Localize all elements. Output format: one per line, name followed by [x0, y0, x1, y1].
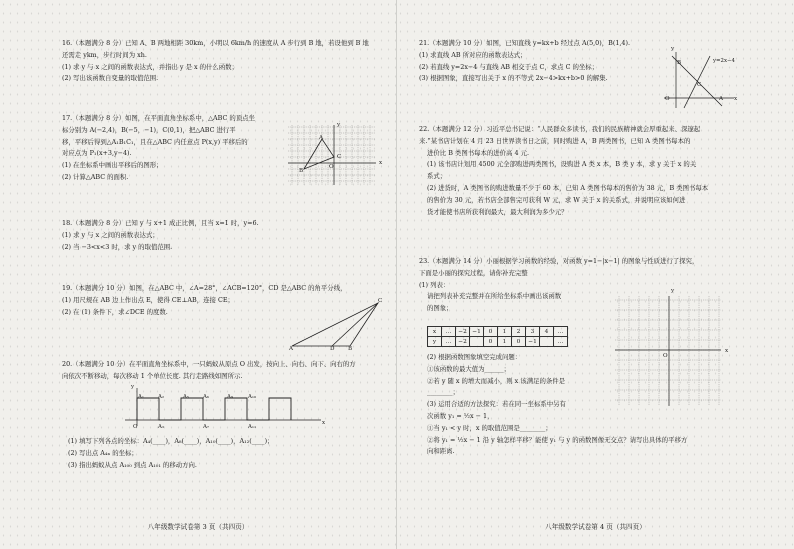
fig19-label-D: D [330, 346, 335, 352]
fig20-label-A3: A₃ [158, 424, 165, 430]
q23-line: (3) 运用合适的方法探究：若在同一坐标系中另有 [427, 400, 566, 409]
question-20-parts [68, 436, 273, 471]
q23-line: 次函数 y₁ = ½x − 1， [427, 411, 494, 420]
q16-line: (1) 求 y 与 x 之间的函数表达式，并指出 y 是 x 的什么函数； [62, 62, 238, 71]
table-cell: 2 [512, 327, 526, 337]
question-20-intro [62, 359, 356, 383]
value-table [427, 326, 568, 347]
table-cell: −2 [456, 327, 470, 337]
table-cell: 0 [484, 337, 498, 347]
page-footer: 八年级数学试卷第 3 页（共四页） [147, 523, 249, 531]
table-cell: … [554, 327, 568, 337]
table-cell: 1 [498, 337, 512, 347]
table-row [428, 327, 568, 337]
fig17-label-y: y [337, 122, 341, 128]
table-cell: 3 [526, 327, 540, 337]
q22-line: 货才能使书店所获利润最大，最大利润为多少元？ [427, 207, 568, 216]
fig17-label-B: B [299, 168, 304, 174]
fig20-label-A10: A₁₀ [248, 394, 257, 400]
q16-line: (2) 写出该函数自变量的取值范围. [62, 74, 159, 83]
fig23-label-y: y [671, 288, 675, 294]
fig20-label-y: y [131, 384, 135, 390]
figure-19-triangle [290, 300, 382, 350]
q17-line: (1) 在坐标系中画出平移后的图形； [62, 161, 163, 170]
fig17-label-C: C [337, 154, 342, 160]
table-cell: … [554, 337, 568, 347]
question-23-parts [427, 352, 687, 458]
q18-line: (1) 求 y 与 x 之间的函数表达式； [62, 230, 159, 239]
question-18 [62, 218, 259, 253]
figure-20-ant-path [125, 388, 325, 428]
table-cell: −1 [526, 337, 540, 347]
q22-line: 的售价为 30 元，若书店全部售完可获利 W 元，求 W 关于 x 的关系式，并说明应该如何进 [427, 195, 686, 204]
question-22 [419, 124, 708, 218]
q23-line: ①当 y₁ < y 时，x 的取值范围是________； [427, 423, 552, 432]
table-cell: −1 [470, 327, 484, 337]
q23-line: 请把列表补充完整并在所给坐标系中画出该函数 [427, 292, 562, 301]
q22-line: 进价比 B 类图书每本的进价高 4 元. [427, 148, 529, 157]
q16-line: 还需走 ykm，步行时间为 xh. [62, 50, 147, 59]
fig19-label-A: A [289, 346, 294, 352]
fig20-label-A1: A₁ [138, 394, 145, 400]
q18-line: 18.（本题满分 8 分）已知 y 与 x+1 成正比例，且当 x=1 时，y=6. [62, 219, 259, 227]
table-cell: −2 [456, 337, 470, 347]
q21-line: (2) 若直线 y=2x−4 与直线 AB 相交于点 C，求点 C 的坐标； [419, 62, 599, 71]
table-cell [470, 337, 484, 347]
q18-line: (2) 当 −3<x<3 时，求 y 的取值范围. [62, 242, 173, 251]
table-cell [540, 337, 554, 347]
q20-line: (1) 填写下列各点的坐标：A₄(____)，A₈(____)，A₁₀(____)，A₁₂(____)； [68, 437, 274, 445]
question-16 [62, 38, 369, 85]
q23-line: ②若 y 随 x 的增大而减小，则 x 该满足的条件是 [427, 376, 566, 385]
fig19-label-B: B [348, 346, 353, 352]
q21-line: (1) 求直线 AB 所对应的函数表达式； [419, 50, 527, 59]
fig21-label-x: x [734, 96, 738, 102]
fig20-label-A2: A₂ [158, 394, 165, 400]
fig21-line-label: y=2x−4 [713, 58, 735, 64]
q23-line: ________； [427, 388, 459, 397]
q23-line: 下面是小丽的探究过程，请你补充完整 [419, 268, 528, 277]
fig21-label-y: y [671, 46, 675, 52]
q19-line: 19.（本题满分 10 分）如图，在△ABC 中，∠A=28°，∠ACB=120°，CD 是△ABC 的角平分线， [62, 284, 347, 292]
question-17 [62, 113, 255, 184]
q17-line: 17.（本题满分 8 分）如图，在平面直角坐标系中，△ABC 的顶点坐 [62, 114, 255, 122]
page-footer: 八年级数学试卷第 4 页（共四页） [545, 523, 646, 531]
fig20-label-x: x [322, 420, 326, 426]
fig17-label-x: x [379, 160, 383, 166]
fig23-label-O: O [663, 353, 668, 359]
q21-line: (3) 根据图象，直接写出关于 x 的不等式 2x−4>kx+b>0 的解集. [419, 74, 608, 83]
fig21-label-B: B [677, 60, 682, 66]
q20-line: (2) 写出点 A₄ₙ 的坐标； [68, 448, 138, 457]
fig21-label-C: C [697, 82, 702, 88]
fig17-label-O: O [329, 164, 334, 170]
q17-line: (2) 计算△ABC 的面积. [62, 172, 129, 181]
table-cell: 0 [484, 327, 498, 337]
q23-line: 的图象； [427, 304, 453, 313]
fig23-label-x: x [725, 348, 729, 354]
fig20-label-A7: A₇ [203, 424, 210, 430]
fig20-label-A6: A₆ [203, 394, 210, 400]
table-cell: 0 [512, 337, 526, 347]
table-cell: y [428, 337, 442, 347]
q23-line: 23.（本题满分 14 分）小丽根据学习函数的经验，对函数 y=1−|x−1| 的图象与性质进行了探究， [419, 257, 699, 265]
q17-line: 对应点为 P₁(x+3,y−4). [62, 149, 132, 158]
q16-line: 16.（本题满分 8 分）已知 A、B 两地相距 30km，小明以 6km/h 的速度从 A 步行到 B 地，若设他到 B 地 [62, 39, 369, 47]
q22-line: (2) 进货时，A 类图书的购进数量不少于 60 本，已知 A 类图书每本的售价为 38 元，B 类图书每本 [427, 183, 709, 192]
fig21-label-O: O [665, 96, 670, 102]
q20-line: 20.（本题满分 10 分）在平面直角坐标系中，一只蚂蚁从原点 O 出发，按向上、向右、向下、向右的方 [62, 360, 356, 368]
q22-line: 22.（本题满分 12 分）习近平总书记说：“人民群众多读书，我们的民族精神就会厚重起来、深邃起 [419, 125, 701, 133]
table-row [428, 337, 568, 347]
q20-line: (3) 指出蚂蚁从点 A₁₀₀ 到点 A₁₀₁ 的移动方向. [68, 460, 197, 469]
q19-line: (2) 在 (1) 条件下，求∠DCE 的度数. [62, 307, 168, 316]
table-cell: 1 [498, 327, 512, 337]
table-cell: x [428, 327, 442, 337]
fig17-label-A: A [319, 135, 324, 141]
q23-line: ②将 y₁ = ½x − 1 沿 y 轴怎样平移？能使 y₁ 与 y 的函数图像无交点？请写出具体的平移方 [427, 435, 688, 444]
fig19-label-C: C [378, 298, 383, 304]
q23-line: 向和距离. [427, 447, 455, 456]
q23-line: (2) 根据函数图象填空完成问题： [427, 353, 522, 361]
q20-line: 向依次不断移动，每次移动 1 个单位长度. 其行走路线如图所示. [62, 371, 243, 380]
q21-line: 21.（本题满分 10 分）如图，已知直线 y=kx+b 经过点 A(5,0)，B(1,4). [419, 39, 631, 47]
q22-line: 系式； [427, 172, 447, 181]
q23-line: (1) 列表： [419, 280, 450, 289]
q17-line: 移，平移后得到△A₁B₁C₁，且在△ABC 内任意点 P(x,y) 平移后的 [62, 137, 248, 146]
q17-line: 标分别为 A(−2,4)，B(−5，−1)，C(0,1)，把△ABC 进行平 [62, 125, 236, 134]
table-cell: 4 [540, 327, 554, 337]
fig20-label-O: O [133, 424, 138, 430]
q22-line: 来.”某书店计划在 4 月 23 日世界读书日之前，同时购进 A，B 两类图书，已知 A 类图书每本的 [419, 136, 691, 145]
fig20-label-A9: A₉ [227, 394, 234, 400]
fig21-label-A: A [719, 96, 724, 102]
fig20-label-A5: A₅ [183, 394, 190, 400]
table-cell: … [442, 337, 456, 347]
q19-line: (1) 用尺规在 AB 边上作出点 E，使得 CE⊥AB，连接 CE； [62, 295, 234, 304]
right-page [397, 0, 794, 549]
table-cell: … [442, 327, 456, 337]
fig20-label-A11: A₁₁ [248, 424, 257, 430]
q22-line: (1) 该书店计划用 4500 元全部购进两类图书，设购进 A 类 x 本，B 类 y 本，求 y 关于 x 的关 [427, 160, 697, 169]
q23-line: ①该函数的最大值为______； [427, 364, 511, 373]
question-21 [419, 38, 630, 85]
